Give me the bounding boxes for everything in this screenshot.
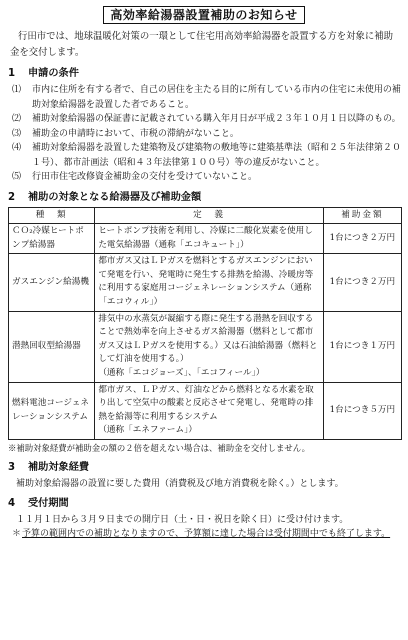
table-row: [9, 224, 402, 254]
title-wrap: [6, 4, 402, 24]
condition-item: [12, 83, 402, 112]
condition-text: 補助金の申請時において、市税の滞納がないこと。: [32, 128, 239, 139]
condition-item: [12, 170, 402, 185]
condition-number: ⑵: [12, 114, 22, 124]
section2-title: 補助の対象となる給湯器及び補助金額: [28, 191, 202, 203]
condition-text: 市内に住所を有する者で、自己の居住を主たる目的に所有している市内の住宅に未使用の補助対象給湯器を設置した者であること。: [32, 85, 401, 110]
table-row: [9, 254, 402, 311]
budget-notice: [12, 527, 402, 542]
cell-amount: 1台につき１万円: [323, 311, 401, 382]
section2-heading: [8, 191, 402, 205]
page-title: 高効率給湯器設置補助のお知らせ: [103, 6, 304, 24]
header-type: 種 類: [9, 207, 95, 224]
cell-amount: 1台につき２万円: [323, 224, 401, 254]
subsidy-table: [8, 207, 402, 441]
section1-number: 1: [8, 68, 16, 79]
section3-title: 補助対象経費: [28, 462, 90, 473]
cell-definition: 排気中の水蒸気が凝縮する際に発生する潜熱を回収することで熱効率を向上させるガス給湯器（燃料として都市ガス又はＬＰガスを使用する。）又は石油給湯器（燃料として灯油を使用する。） （通称「エコジョーズ」、「エコフィール」）: [95, 311, 323, 382]
cell-amount: 1台につき５万円: [323, 382, 401, 439]
table-header-row: [9, 207, 402, 224]
section1-heading: [8, 67, 402, 81]
cell-definition: ヒートポンプ技術を利用し、冷媒に二酸化炭素を使用した電気給湯器（通称「エコキュート」）: [95, 224, 323, 254]
section3-number: 3: [8, 462, 16, 473]
header-amount: 補助金額: [323, 207, 401, 224]
section2-number: 2: [8, 191, 16, 203]
budget-notice-text: 予算の範囲内での補助となりますので、予算額に達した場合は受付期間中でも終了します。: [22, 529, 391, 539]
table-row: [9, 382, 402, 439]
condition-number: ⑶: [12, 128, 22, 139]
section4-heading: [8, 497, 402, 511]
condition-text: 補助対象給湯器の保証書に記載されている購入年月日が平成２３年１０月１日以降のもの。: [32, 114, 401, 124]
conditions-list: [12, 83, 402, 185]
reception-period-text: １１月１日から３月９日までの開庁日（土・日・祝日を除く日）に受け付けます。: [16, 515, 349, 525]
table-row: [9, 311, 402, 382]
header-definition: 定 義: [95, 207, 323, 224]
condition-text: 補助対象給湯器を設置した建築物及び建築物の敷地等に建築基準法（昭和２５年法律第２０１号）、都市計画法（昭和４３年法律第１００号）等の違反がないこと。: [32, 143, 402, 168]
condition-number: ⑸: [12, 172, 22, 182]
notice-mark: ＊: [12, 529, 22, 539]
cell-type: 燃料電池コージェネレーションシステム: [9, 382, 95, 439]
cell-definition: 都市ガス又はＬＰガスを燃料とするガスエンジンにおいて発電を行い、発電時に発生する排熱を給湯、冷暖房等に利用する家庭用コージェネレーションシステム（通称「エコウィル」）: [95, 254, 323, 311]
cell-definition: 都市ガス、ＬＰガス、灯油などから燃料となる水素を取り出して空気中の酸素と反応させて発電し、発電時の排熱を給湯等に利用するシステム （通称「エネファーム」）: [95, 382, 323, 439]
condition-text: 行田市住宅改修資金補助金の交付を受けていないこと。: [32, 172, 258, 182]
section4-title: 受付期間: [28, 498, 69, 509]
eligible-cost-text: 補助対象給湯器の設置に要した費用（消費税及び地方消費税を除く。）とします。: [16, 479, 344, 489]
condition-item: [12, 112, 402, 127]
table-note: ※補助対象経費が補助金の額の２倍を超えない場合は、補助金を交付しません。: [8, 443, 311, 453]
cell-amount: 1台につき２万円: [323, 254, 401, 311]
cell-type: ガスエンジン給湯機: [9, 254, 95, 311]
section3-heading: [8, 461, 402, 475]
section4-number: 4: [8, 498, 16, 509]
cell-type: ＣＯ₂冷媒ヒートポンプ給湯器: [9, 224, 95, 254]
condition-number: ⑴: [12, 85, 22, 95]
section1-title: 申請の条件: [28, 68, 79, 79]
cell-type: 潜熱回収型給湯器: [9, 311, 95, 382]
condition-number: ⑷: [12, 143, 22, 153]
condition-item: [12, 127, 402, 142]
condition-item: [12, 141, 402, 170]
intro-text: 行田市では、地球温暖化対策の一環として住宅用高効率給湯器を設置する方を対象に補助金を交付します。: [10, 31, 394, 58]
